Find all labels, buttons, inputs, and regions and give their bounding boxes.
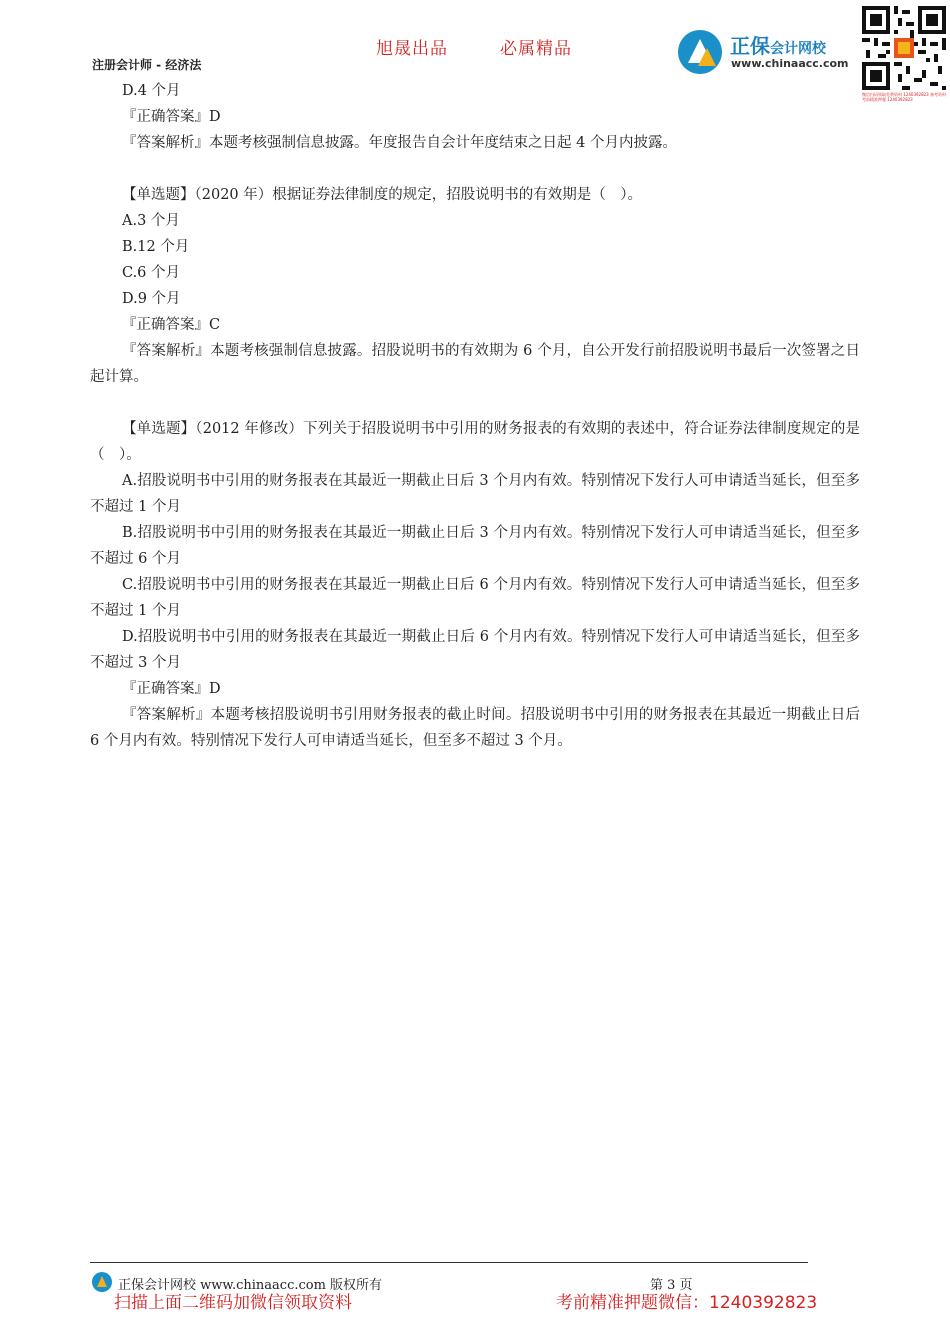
brand-logo [678,28,858,78]
q1-analysis: 『答案解析』本题考核强制信息披露。年度报告自会计年度结束之日起 4 个月内披露。 [122,135,677,151]
q2-option-a: A.3 个月 [122,213,180,229]
course-title: 注册会计师 - 经济法 [92,58,202,72]
q3-stem: 【单选题】（2012 年修改）下列关于招股说明书中引用的财务报表的有效期的表述中，符合证券法律制度规定的是（ ）。 [90,421,860,463]
document-body [90,78,860,754]
q3-option-c: C.招股说明书中引用的财务报表在其最近一期截止日后 6 个月内有效。特别情况下发行人可申请适当延长，但至多不超过 1 个月 [90,577,860,619]
slogan-left: 旭晟出品 [376,39,448,59]
q2-stem: 【单选题】（2020 年）根据证券法律制度的规定，招股说明书的有效期是（ ）。 [122,187,643,203]
q3-option-a: A.招股说明书中引用的财务报表在其最近一期截止日后 3 个月内有效。特别情况下发行人可申请适当延长，但至多不超过 1 个月 [90,473,860,515]
logo-mark-icon [678,30,722,74]
logo-name-suffix: 会计网校 [770,41,826,57]
footer-divider [90,1262,808,1263]
q3-analysis: 『答案解析』本题考核招股说明书引用财务报表的截止时间。招股说明书中引用的财务报表在其最近一期截止日后 6 个月内有效。特别情况下发行人可申请适当延长，但至多不超过 3 个月。 [90,707,860,749]
q1-option-d: D.4 个月 [122,83,181,99]
q2-analysis: 『答案解析』本题考核强制信息披露。招股说明书的有效期为 6 个月，自公开发行前招股说明书最后一次签署之日起计算。 [90,343,860,385]
spacer [90,156,860,182]
logo-url: www.chinaacc.com [731,57,849,70]
header-slogan [376,34,624,59]
footer-promo-left: 扫描上面二维码加微信领取资料 [114,1293,352,1313]
q2-option-c: C.6 个月 [122,265,181,281]
q2-option-b: B.12 个月 [122,239,190,255]
footer-promo-right: 考前精准押题微信：1240392823 [556,1293,818,1313]
footer-copyright: 正保会计网校 www.chinaacc.com 版权所有 [118,1278,383,1293]
q2-answer: 『正确答案』C [122,317,221,333]
q3-answer: 『正确答案』D [122,681,221,697]
q3-option-b: B.招股说明书中引用的财务报表在其最近一期截止日后 3 个月内有效。特别情况下发行人可申请适当延长，但至多不超过 6 个月 [90,525,860,567]
qr-note: 微信扫码领取免费资料 1240392823 备考资料 考前精准押题 1240392823 [862,92,946,102]
footer-logo-icon [92,1272,112,1292]
page-number: 第 3 页 [650,1278,693,1293]
q3-option-d: D.招股说明书中引用的财务报表在其最近一期截止日后 6 个月内有效。特别情况下发行人可申请适当延长，但至多不超过 3 个月 [90,629,860,671]
logo-name-main: 正保 [730,34,770,58]
logo-name [730,30,826,59]
qr-code-icon [862,6,946,90]
q1-answer: 『正确答案』D [122,109,221,125]
q2-option-d: D.9 个月 [122,291,181,307]
spacer [90,390,860,416]
slogan-right: 必属精品 [500,39,572,59]
